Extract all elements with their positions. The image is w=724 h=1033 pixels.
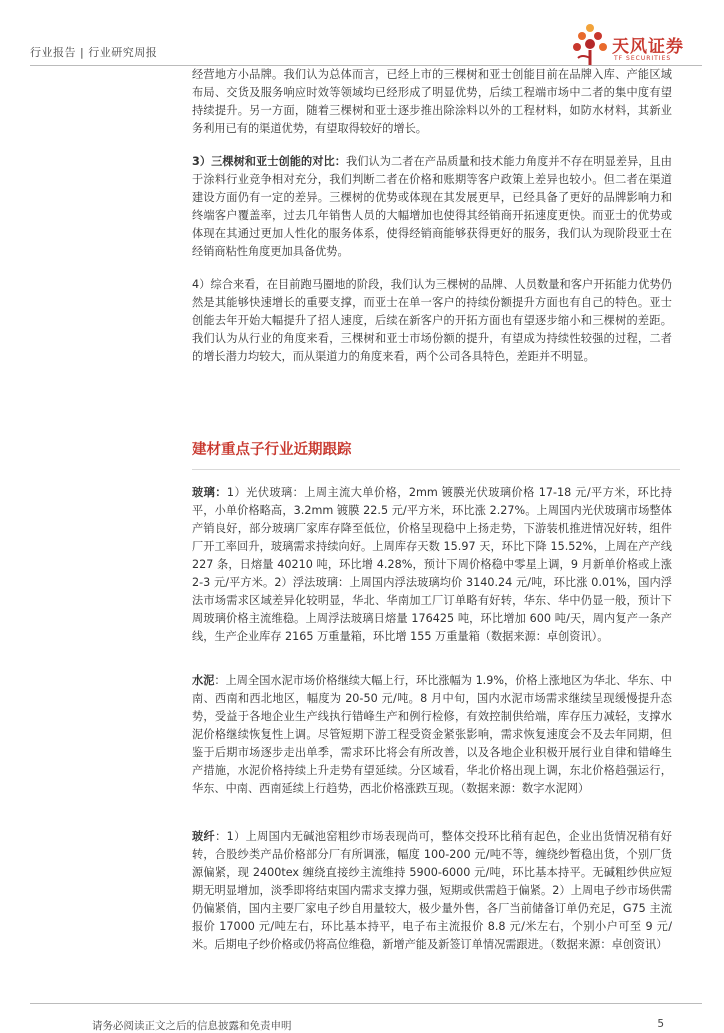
paragraph-glass <box>192 484 672 646</box>
brand-flower-icon <box>570 22 610 68</box>
cement-lead: 水泥 <box>192 674 215 687</box>
paragraph-summary: 4）综合来看，在目前跑马圈地的阶段，我们认为三棵树的品牌、人员数量和客户开拓能力优势仍然是其能够快速增长的重要支撑，而亚士在单一客户的持续份额提升方面也有自己的特色。亚士创能去年开始大幅提升了招人速度，后续在新客户的开拓方面也有望逐步缩小和三棵树的差距。我们认为从行业的角度来看，三棵树和亚士市场份额的提升，有望成为持续性较强的过程，二者的增长潜力均较大，而从渠道力的角度来看，两个公司各具特色，差距并不明显。 <box>192 278 672 363</box>
comparison-body: 我们认为二者在产品质量和技术能力角度并不存在明显差异，且由于涂料行业竞争相对充分，我们判断二者在价格和账期等客户政策上差异也较小。但二者在渠道建设方面仍有一定的差异。三棵树的优势或体现在其发展更早，已经具备了更好的品牌影响力和终端客户覆盖率，过去几年销售人员的大幅增加也使得其经销商开拓速度更快。而亚士的优势或体现在其通过更加人性化的服务体系，使得经销商能够获得更好的服务，我们认为现阶段亚士在经销商粘性角度更加具备优势。 <box>192 155 672 258</box>
paragraph-cement <box>192 672 672 798</box>
paragraph-fiberglass <box>192 828 672 954</box>
paragraph-market-position: 经营地方小品牌。我们认为总体而言，已经上市的三棵树和亚士创能目前在品牌入库、产能区域布局、交货及服务响应时效等领域均已经形成了明显优势，后续工程端市场中二者的集中度有望持续提升。另一方面，随着三棵树和亚士逐步推出除涂料以外的工程材料，如防水材料，其新业务利用已有的渠道优势，有望取得较好的增长。 <box>192 68 672 135</box>
glass-body: 1）光伏玻璃：上周主流大单价格，2mm 镀膜光伏玻璃价格 17-18 元/平方米，环比持平，小单价格略高，3.2mm 镀膜 22.5 元/平方米，环比涨 2.27%。上周国内光伏玻璃市场整体产销良好，部分玻璃厂家库存降至低位，价格呈现稳中上扬走势，下游装机推进情况好转，组件厂开工率回升，玻璃需求持续向好。上周库存天数 15.97 天，环比下降 15.52%，上周在产产线 227 条，日熔量 40210 吨，环比增 4.28%，预计下周价格稳中零星上调，9 月新单价格或上涨 2-3 元/平方米。2）浮法玻璃：上周国内浮法玻璃均价 3140.24 元/吨，环比涨 0.01%，国内浮法市场需求区域差异化较明显，华北、华南加工厂订单略有好转，华东、华中仍显一般，预计下周玻璃价格主流维稳。上周浮法玻璃日熔量 176425 吨，环比增加 600 吨/天，周内复产一条产线，生产企业库存 2165 万重量箱，环比增 155 万重量箱（数据来源：卓创资讯）。 <box>192 486 672 643</box>
section-divider <box>192 469 680 470</box>
main-content <box>192 66 672 954</box>
glass-lead: 玻璃： <box>192 486 227 499</box>
fiberglass-body: ：1）上周国内无碱池窑粗纱市场表现尚可，整体交投环比稍有起色，企业出货情况稍有好转，合股纱类产品价格部分厂有所调涨，幅度 100-200 元/吨不等，缠绕纱暂稳出货，个别厂货源偏紧，现 2400tex 缠绕直接纱主流维持 5900-6000 元/吨，环比基本持平。无碱粗纱供应短期无明显增加，淡季即将结束国内需求支撑力强，短期或供需趋于偏紧。2）上周电子纱市场供需仍偏紧俏，国内主要厂家电子纱自用量较大，极少量外售，各厂当前储备订单仍充足，G75 主流报价 17000 元/吨左右，环比基本持平，电子布主流报价 8.8 元/米左右，个别小户可至 9 元/米。后期电子纱价格或仍将高位维稳，新增产能及新签订单情况需跟进。（数据来源：卓创资讯） <box>192 830 672 951</box>
fiberglass-lead: 玻纤 <box>192 830 216 843</box>
brand-subtitle: TF SECURITIES <box>614 55 672 62</box>
report-category-label: 行业报告 | 行业研究周报 <box>30 46 158 59</box>
footer-divider <box>30 1003 702 1004</box>
section-title: 建材重点子行业近期跟踪 <box>192 442 352 458</box>
brand-name: 天风证券 <box>612 37 684 57</box>
comparison-lead: 3）三棵树和亚士创能的对比： <box>192 155 346 168</box>
page-number: 5 <box>657 1018 664 1030</box>
paragraph-comparison <box>192 153 672 261</box>
brand-logo <box>570 22 700 68</box>
disclaimer-text: 请务必阅读正文之后的信息披露和免责申明 <box>92 1020 292 1032</box>
cement-body: ：上周全国水泥市场价格继续大幅上行，环比涨幅为 1.9%，价格上涨地区为华北、华东、中南、西南和西北地区，幅度为 20-50 元/吨。8 月中旬，国内水泥市场需求继续呈现缓慢提升态势，受益于各地企业生产线执行错峰生产和例行检修，有效控制供给端，库存压力减轻，支撑水泥价格继续恢复性上调。尽管短期下游工程受资金紧张影响，需求恢复速度会不及去年同期，但鉴于后期市场逐步走出单季，需求环比将会有所改善，以及各地企业积极开展行业自律和错峰生产措施，水泥价格持续上升走势有望延续。分区域看，华北价格出现上调，东北价格趋强运行，华东、中南、西南延续上行趋势，西北价格涨跌互现。（数据来源：数字水泥网） <box>192 674 672 795</box>
